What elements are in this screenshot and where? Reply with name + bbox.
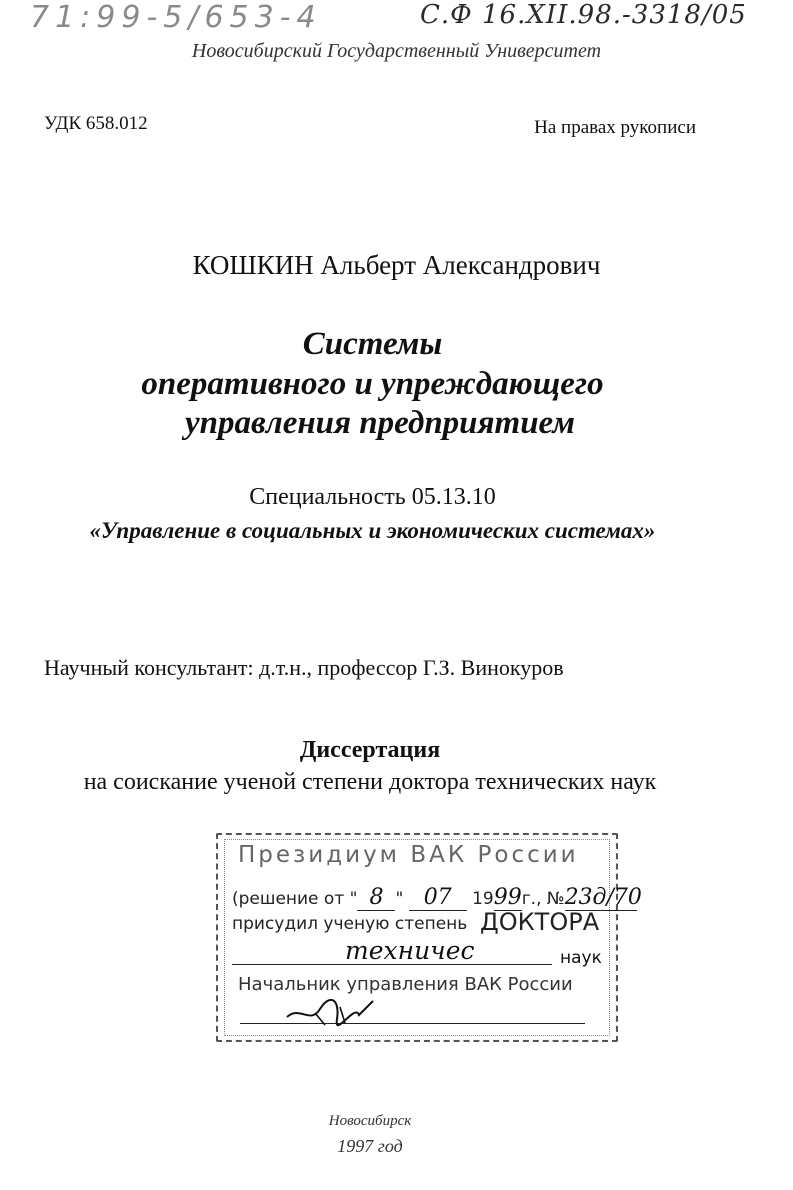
decision-number-prefix: г., №	[521, 889, 565, 909]
scientific-consultant: Научный консультант: д.т.н., профессор Г.З. Винокуров	[44, 655, 564, 680]
stamp-chief-title: Начальник управления ВАК России	[238, 974, 573, 995]
decision-month: 07	[409, 885, 467, 911]
decision-day: 8	[357, 885, 395, 911]
udk-code: УДК 658.012	[44, 113, 148, 134]
dissertation-purpose: на соискание ученой степени доктора технических наук	[83, 769, 657, 795]
decision-prefix: (решение от "	[232, 889, 358, 909]
decision-year-suffix: 99	[493, 885, 522, 910]
title-line-3: управления предприятием	[185, 405, 575, 441]
stamp-sciences: наук	[560, 948, 602, 968]
specialty-name: «Управление в социальных и экономических системах»	[89, 518, 656, 543]
stamp-title: Президиум ВАК России	[238, 842, 579, 868]
decision-quote: "	[395, 889, 404, 909]
title-line-2: оперативного и упреждающего	[141, 366, 604, 402]
publication-year: 1997 год	[337, 1136, 403, 1156]
dissertation-heading: Диссертация	[299, 737, 441, 763]
publication-place: Новосибирск	[328, 1113, 412, 1129]
stamp-field-handwritten: техничес	[345, 936, 475, 965]
archive-handwritten-note: 71:99-5/653-4	[30, 0, 322, 35]
stamp-field-underline	[232, 964, 552, 965]
signature-icon	[285, 995, 375, 1030]
decision-number: 23д/70	[564, 885, 642, 910]
university-name: Новосибирский Государственный Университет	[191, 40, 602, 62]
registry-handwritten-note: С.Ф 16.XII.98.-3318/05	[420, 0, 747, 30]
decision-year-prefix: 19	[472, 889, 494, 909]
stamp-awarded: присудил ученую степень	[232, 914, 468, 934]
stamp-degree: ДОКТОРА	[480, 908, 600, 936]
specialty-code: Специальность 05.13.10	[249, 484, 496, 510]
manuscript-rights: На правах рукописи	[534, 117, 696, 138]
title-line-1: Системы	[302, 326, 443, 362]
author-name: КОШКИН Альберт Александрович	[192, 250, 601, 280]
